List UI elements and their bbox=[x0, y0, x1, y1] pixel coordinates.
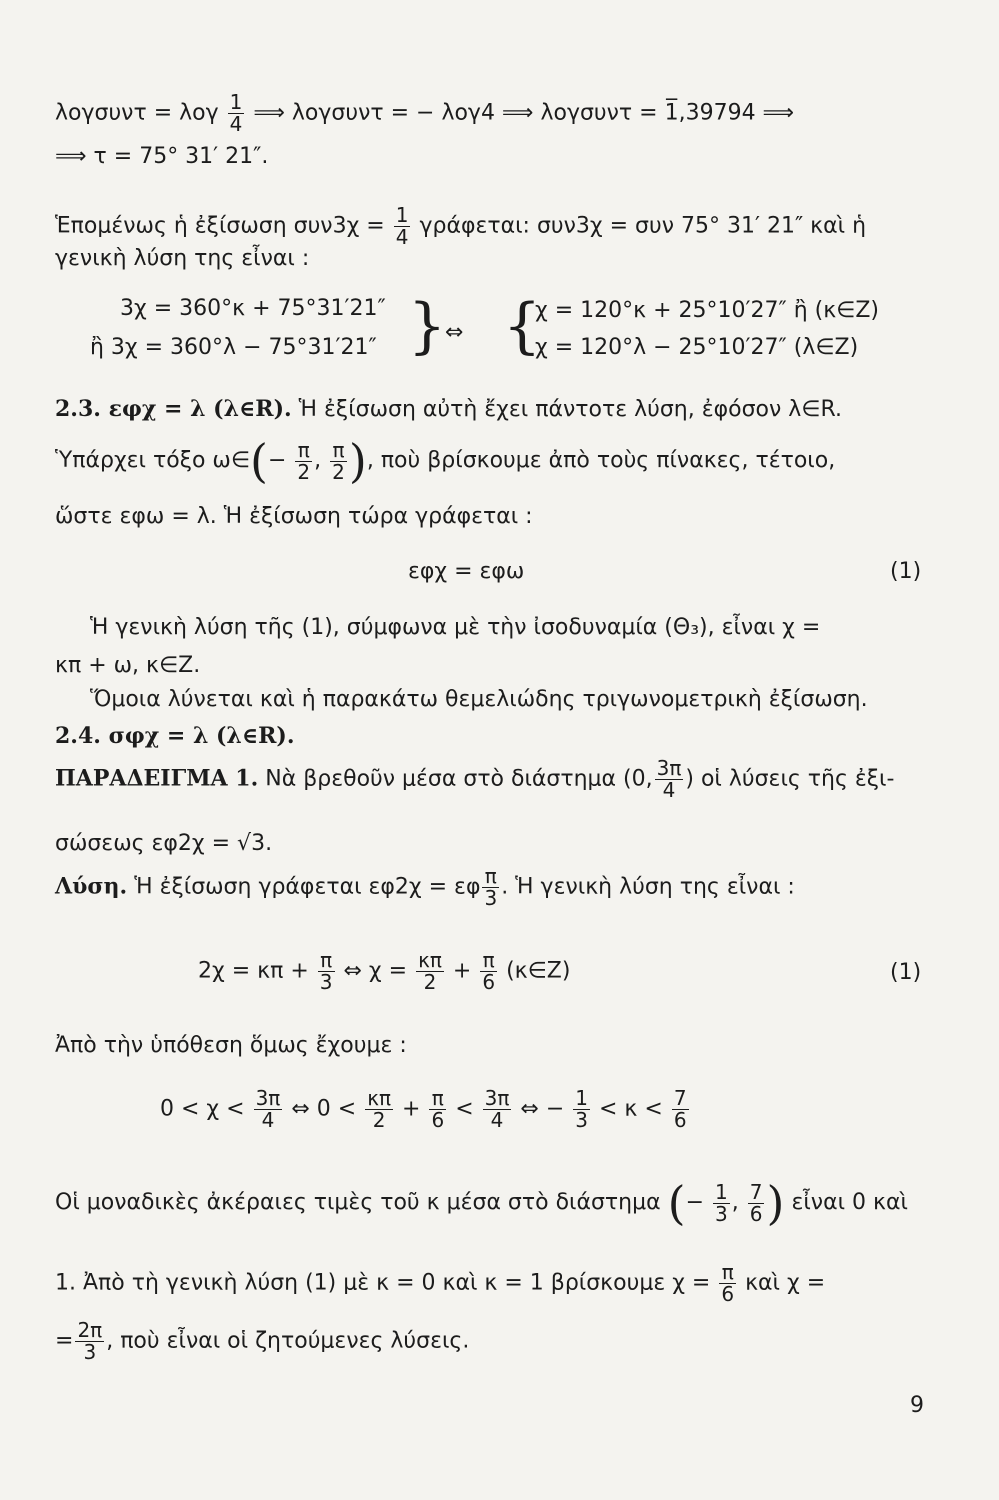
fraction bbox=[365, 1088, 393, 1131]
line-4 bbox=[55, 248, 309, 270]
solution-heading: Λύση. bbox=[55, 873, 128, 900]
denominator: 3 bbox=[319, 970, 333, 994]
text: , ποὺ βρίσκουμε ἀπὸ τοὺς πίνακες, τέτοιο, bbox=[366, 448, 836, 473]
numerator: 7 bbox=[749, 1179, 763, 1204]
fraction bbox=[480, 950, 497, 993]
equation-3 bbox=[160, 1088, 691, 1131]
numerator: π bbox=[429, 1088, 446, 1110]
minus: − bbox=[685, 1190, 705, 1215]
text: γράφεται: συν3χ = συν 75° 31′ 21″ καὶ ἡ bbox=[419, 213, 867, 239]
text: ⟹ τ = 75° 31′ 21″. bbox=[55, 144, 269, 169]
fraction bbox=[75, 1320, 104, 1363]
fraction bbox=[254, 1088, 283, 1131]
text: 1. Ἀπὸ τὴ γενικὴ λύση (1) μὲ κ = 0 καὶ κ = 1 βρίσκουμε χ = bbox=[55, 1270, 711, 1296]
numerator: π bbox=[480, 950, 497, 972]
text: ⟹ λογσυντ = − λογ4 ⟹ λογσυντ = 1̅,39794 ⟹ bbox=[253, 100, 795, 126]
line-9 bbox=[90, 617, 820, 639]
system-left-1 bbox=[120, 298, 386, 320]
text: (1) bbox=[890, 960, 922, 985]
text: ὥστε εφω = λ. Ἡ ἐξίσωση τώρα γράφεται : bbox=[55, 504, 533, 529]
numerator: π bbox=[330, 440, 347, 462]
close-paren: ) bbox=[348, 434, 367, 488]
text: γενικὴ λύση της εἶναι : bbox=[55, 246, 310, 271]
text: = bbox=[55, 1328, 74, 1354]
equation-2 bbox=[198, 950, 570, 993]
fraction bbox=[672, 1088, 689, 1131]
text: ἢ 3χ = 360°λ − 75°31′21″ bbox=[90, 335, 377, 360]
fraction bbox=[483, 1088, 512, 1131]
denominator: 6 bbox=[749, 1201, 763, 1226]
numerator: 3π bbox=[255, 1086, 281, 1110]
equation-1-number bbox=[890, 561, 921, 583]
section-2-3 bbox=[55, 398, 842, 421]
text: (κ∈Z) bbox=[506, 958, 571, 984]
denominator: 2 bbox=[423, 970, 437, 994]
text: ⇔ 0 < bbox=[291, 1096, 357, 1122]
numerator: 7 bbox=[673, 1086, 687, 1110]
numerator: 2π bbox=[77, 1318, 103, 1342]
system-left-2 bbox=[90, 337, 377, 359]
line-6 bbox=[55, 434, 836, 488]
text: Ἡ ἐξίσωση γράφεται εφ2χ = εφ bbox=[134, 874, 481, 900]
fraction bbox=[429, 1088, 446, 1131]
denominator: 3 bbox=[715, 1201, 728, 1226]
denominator: 6 bbox=[482, 970, 496, 994]
denominator: 4 bbox=[395, 225, 409, 249]
text: < bbox=[455, 1096, 474, 1122]
fraction bbox=[394, 205, 411, 248]
fraction bbox=[748, 1179, 765, 1226]
system-right-1 bbox=[535, 300, 879, 322]
text: εἶναι 0 καὶ bbox=[791, 1190, 908, 1215]
text: Οἱ μοναδικὲς ἀκέραιες τιμὲς τοῦ κ μέσα στὸ διάστημα bbox=[55, 1190, 661, 1215]
fraction bbox=[330, 437, 347, 484]
fraction bbox=[482, 866, 499, 909]
comma: , bbox=[314, 448, 322, 473]
text: 2χ = κπ + bbox=[198, 958, 309, 984]
section-2-4 bbox=[55, 725, 295, 748]
open-paren: ( bbox=[667, 1176, 686, 1230]
fraction bbox=[416, 950, 444, 993]
equation-2-number bbox=[890, 962, 921, 984]
text: ⇔ bbox=[445, 320, 464, 345]
text: Ἡ ἐξίσωση αὐτὴ ἔχει πάντοτε λύση, ἐφόσον λ∈R. bbox=[298, 397, 842, 422]
line-14 bbox=[55, 833, 272, 855]
equivalence-symbol bbox=[445, 322, 463, 344]
fraction bbox=[295, 437, 312, 484]
example-1 bbox=[55, 758, 894, 801]
left-brace: { bbox=[503, 291, 542, 361]
denominator: 2 bbox=[332, 459, 345, 484]
numerator: π bbox=[295, 440, 312, 462]
text: κπ + ω, κ∈Z. bbox=[55, 653, 201, 678]
text: Ἡ γενικὴ λύση τῆς (1), σύμφωνα μὲ τὴν ἰσοδυναμία (Θ₃), εἶναι χ = bbox=[90, 615, 821, 640]
numerator: 1 bbox=[229, 90, 243, 114]
page-number-text: 9 bbox=[910, 1393, 924, 1418]
line-2 bbox=[55, 146, 268, 168]
text: Νὰ βρεθοῦν μέσα στὸ διάστημα (0, bbox=[265, 766, 653, 792]
numerator: κπ bbox=[418, 948, 442, 972]
equation-1 bbox=[408, 561, 524, 583]
denominator: 6 bbox=[431, 1108, 445, 1132]
fraction bbox=[719, 1262, 736, 1305]
denominator: 2 bbox=[297, 459, 311, 484]
numerator: π bbox=[719, 1262, 736, 1284]
denominator: 3 bbox=[575, 1108, 588, 1132]
line-20 bbox=[55, 1262, 825, 1305]
text: 0 < χ < bbox=[160, 1096, 245, 1122]
text: Ὑπάρχει τόξο ω∈ bbox=[55, 448, 251, 473]
line-3 bbox=[55, 205, 866, 248]
denominator: 3 bbox=[484, 886, 498, 910]
fraction bbox=[713, 1179, 730, 1226]
text: εφχ = εφω bbox=[408, 559, 525, 584]
fraction bbox=[318, 950, 335, 993]
page-number bbox=[910, 1393, 924, 1418]
fraction bbox=[655, 758, 684, 801]
minus: − bbox=[267, 448, 287, 473]
right-brace: } bbox=[408, 291, 447, 361]
text: . Ἡ γενικὴ λύση της εἶναι : bbox=[501, 874, 795, 900]
denominator: 4 bbox=[229, 112, 243, 136]
denominator: 3 bbox=[83, 1340, 97, 1364]
close-paren: ) bbox=[766, 1176, 785, 1230]
open-paren: ( bbox=[250, 434, 268, 488]
fraction bbox=[228, 92, 245, 135]
numerator: 1 bbox=[575, 1086, 588, 1110]
line-1 bbox=[55, 92, 794, 135]
text: καὶ χ = bbox=[745, 1270, 826, 1296]
line-17 bbox=[55, 1035, 407, 1057]
numerator: π bbox=[318, 950, 335, 972]
text: , ποὺ εἶναι οἱ ζητούμενες λύσεις. bbox=[106, 1328, 470, 1354]
line-19 bbox=[55, 1176, 908, 1230]
text: Ἀπὸ τὴν ὑπόθεση ὅμως ἔχουμε : bbox=[55, 1033, 407, 1058]
text: λογσυντ = λογ bbox=[55, 100, 219, 126]
numerator: 1 bbox=[395, 203, 409, 227]
line-21 bbox=[55, 1320, 469, 1363]
line-7 bbox=[55, 506, 533, 528]
text: Ἑπομένως ἡ ἐξίσωση συν3χ = bbox=[55, 213, 385, 239]
section-heading: 2.3. εφχ = λ (λ∈R). bbox=[55, 396, 292, 422]
denominator: 6 bbox=[673, 1108, 687, 1132]
text: χ = 120°λ − 25°10′27″ (λ∈Z) bbox=[535, 335, 859, 360]
text: Ὅμοια λύνεται καὶ ἡ παρακάτω θεμελιώδης τριγωνομετρικὴ ἐξίσωση. bbox=[90, 687, 868, 712]
denominator: 6 bbox=[721, 1282, 735, 1306]
numerator: 1 bbox=[715, 1179, 728, 1204]
denominator: 4 bbox=[490, 1108, 504, 1132]
text: ) οἱ λύσεις τῆς ἐξι- bbox=[685, 766, 895, 792]
line-11 bbox=[90, 689, 868, 711]
text: + bbox=[402, 1096, 421, 1122]
comma: , bbox=[731, 1190, 739, 1215]
text: (1) bbox=[890, 559, 922, 584]
numerator: π bbox=[482, 866, 499, 888]
text: σώσεως εφ2χ = √3. bbox=[55, 831, 273, 856]
fraction bbox=[573, 1088, 590, 1131]
text: χ = 120°κ + 25°10′27″ ἢ (κ∈Z) bbox=[535, 298, 879, 323]
denominator: 4 bbox=[261, 1108, 275, 1132]
text: < κ < bbox=[599, 1096, 663, 1122]
text: + bbox=[452, 958, 472, 984]
section-heading: 2.4. σφχ = λ (λ∈R). bbox=[55, 723, 295, 749]
example-heading: ΠΑΡΑΔΕΙΓΜΑ 1. bbox=[55, 765, 259, 792]
numerator: 3π bbox=[484, 1086, 510, 1110]
numerator: 3π bbox=[656, 756, 682, 780]
denominator: 2 bbox=[372, 1108, 386, 1132]
text: 3χ = 360°κ + 75°31′21″ bbox=[120, 296, 386, 321]
text: ⇔ χ = bbox=[343, 958, 408, 984]
denominator: 4 bbox=[662, 778, 676, 802]
numerator: κπ bbox=[367, 1086, 392, 1110]
line-10 bbox=[55, 655, 200, 677]
solution-line bbox=[55, 866, 795, 909]
system-right-2 bbox=[535, 337, 858, 359]
text: ⇔ − bbox=[520, 1096, 565, 1122]
